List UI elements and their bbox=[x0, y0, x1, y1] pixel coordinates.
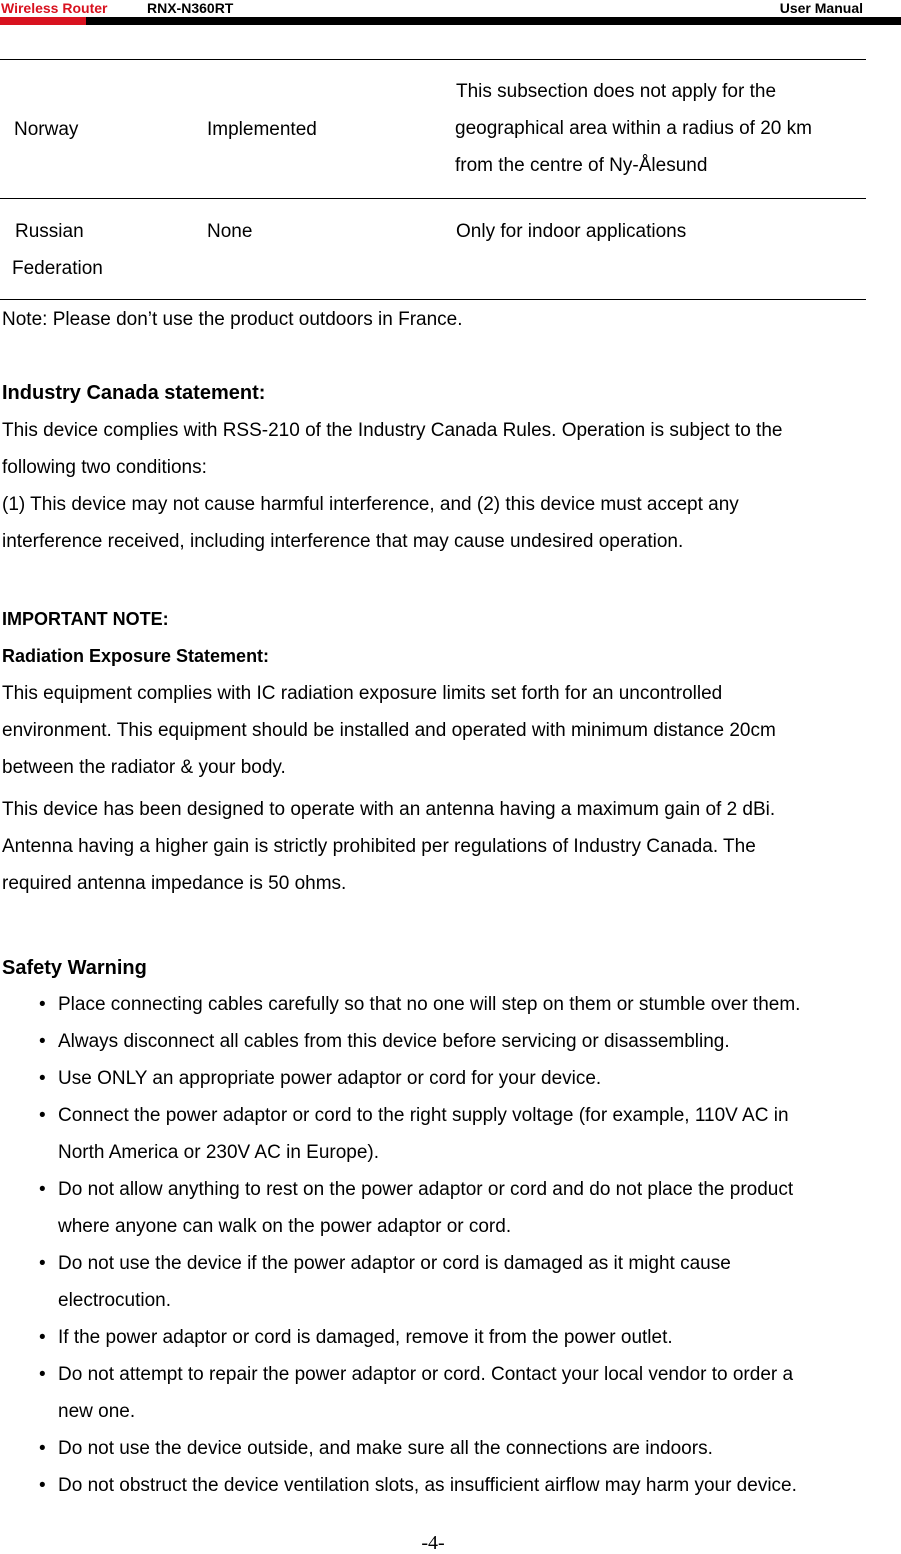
list-item-line: where anyone can walk on the power adaptor or cord. bbox=[58, 1216, 512, 1237]
list-item-line: Do not use the device if the power adaptor or cord is damaged as it might cause bbox=[58, 1253, 731, 1274]
header-brand: Wireless Router bbox=[1, 0, 108, 16]
list-item-line: Do not obstruct the device ventilation slots, as insufficient airflow may harm your device. bbox=[58, 1475, 797, 1496]
safety-warning-list bbox=[0, 986, 880, 1504]
paragraph-line: environment. This equipment should be installed and operated with minimum distance 20cm bbox=[2, 720, 776, 741]
list-item bbox=[0, 1319, 880, 1356]
list-item bbox=[0, 1171, 880, 1245]
header-rule bbox=[0, 17, 901, 25]
bullet-icon: • bbox=[39, 1179, 46, 1200]
bullet-icon: • bbox=[39, 1327, 46, 1348]
header-model: RNX-N360RT bbox=[147, 0, 234, 16]
paragraph-line: following two conditions: bbox=[2, 457, 207, 478]
table-cell-country bbox=[12, 213, 103, 287]
important-note-section bbox=[2, 601, 872, 902]
paragraph-line: This equipment complies with IC radiation exposure limits set forth for an uncontrolled bbox=[2, 683, 723, 704]
paragraph-line: This device has been designed to operate with an antenna having a maximum gain of 2 dBi. bbox=[2, 799, 776, 820]
header-rule-accent bbox=[0, 17, 86, 25]
list-item bbox=[0, 1060, 880, 1097]
header-doc-type: User Manual bbox=[779, 0, 863, 16]
list-item-line: If the power adaptor or cord is damaged, remove it from the power outlet. bbox=[58, 1327, 673, 1348]
bullet-icon: • bbox=[39, 1105, 46, 1126]
table-cell-country-line: Russian bbox=[15, 221, 84, 242]
table-row bbox=[0, 60, 866, 199]
table-cell-country: Norway bbox=[14, 119, 79, 140]
list-item bbox=[0, 986, 880, 1023]
table-row bbox=[0, 199, 866, 300]
list-item-line: Use ONLY an appropriate power adaptor or cord for your device. bbox=[58, 1068, 602, 1089]
industry-canada-section bbox=[2, 375, 872, 560]
table-cell-country-line: Federation bbox=[12, 258, 103, 279]
table-cell-reason-line: geographical area within a radius of 20 km bbox=[455, 118, 812, 139]
paragraph-line: interference received, including interference that may cause undesired operation. bbox=[2, 531, 684, 552]
bullet-icon: • bbox=[39, 994, 46, 1015]
bullet-icon: • bbox=[39, 1031, 46, 1052]
bullet-icon: • bbox=[39, 1438, 46, 1459]
list-item bbox=[0, 1467, 880, 1504]
list-item bbox=[0, 1097, 880, 1171]
list-item bbox=[0, 1356, 880, 1430]
list-item-line: Do not attempt to repair the power adaptor or cord. Contact your local vendor to order a bbox=[58, 1364, 794, 1385]
paragraph-line: required antenna impedance is 50 ohms. bbox=[2, 873, 347, 894]
list-item bbox=[0, 1023, 880, 1060]
page-number: -4- bbox=[421, 1532, 445, 1554]
safety-warning-heading-wrap bbox=[2, 950, 872, 987]
list-item-line: Do not use the device outside, and make sure all the connections are indoors. bbox=[58, 1438, 713, 1459]
bullet-icon: • bbox=[39, 1068, 46, 1089]
paragraph-line: Antenna having a higher gain is strictly prohibited per regulations of Industry Canada. The bbox=[2, 836, 756, 857]
france-note: Note: Please don’t use the product outdoors in France. bbox=[2, 309, 463, 330]
paragraph-line: This device complies with RSS-210 of the Industry Canada Rules. Operation is subject to the bbox=[2, 420, 783, 441]
list-item-line: Place connecting cables carefully so that no one will step on them or stumble over them. bbox=[58, 994, 801, 1015]
table-cell-restriction: Implemented bbox=[207, 119, 317, 140]
list-item-line: North America or 230V AC in Europe). bbox=[58, 1142, 380, 1163]
list-item-line: Connect the power adaptor or cord to the right supply voltage (for example, 110V AC in bbox=[58, 1105, 789, 1126]
section-subheading: Radiation Exposure Statement: bbox=[2, 646, 270, 666]
section-heading: Industry Canada statement: bbox=[2, 382, 266, 404]
list-item-line: electrocution. bbox=[58, 1290, 172, 1311]
country-restrictions-table bbox=[0, 59, 866, 300]
paragraph-line: (1) This device may not cause harmful interference, and (2) this device must accept any bbox=[2, 494, 739, 515]
table-cell-reason-line: from the centre of Ny-Ålesund bbox=[455, 155, 708, 176]
page-header bbox=[0, 0, 901, 26]
bullet-icon: • bbox=[39, 1364, 46, 1385]
paragraph-line: between the radiator & your body. bbox=[2, 757, 286, 778]
list-item-line: Do not allow anything to rest on the power adaptor or cord and do not place the product bbox=[58, 1179, 794, 1200]
section-heading: Safety Warning bbox=[2, 957, 147, 979]
bullet-icon: • bbox=[39, 1253, 46, 1274]
list-item bbox=[0, 1430, 880, 1467]
list-item bbox=[0, 1245, 880, 1319]
table-cell-reason bbox=[455, 73, 860, 184]
list-item-line: new one. bbox=[58, 1401, 136, 1422]
section-heading: IMPORTANT NOTE: bbox=[2, 609, 169, 629]
bullet-icon: • bbox=[39, 1475, 46, 1496]
table-cell-reason-line: This subsection does not apply for the bbox=[456, 81, 777, 102]
table-cell-restriction: None bbox=[207, 221, 253, 242]
list-item-line: Always disconnect all cables from this device before servicing or disassembling. bbox=[58, 1031, 730, 1052]
table-cell-reason: Only for indoor applications bbox=[456, 221, 687, 242]
